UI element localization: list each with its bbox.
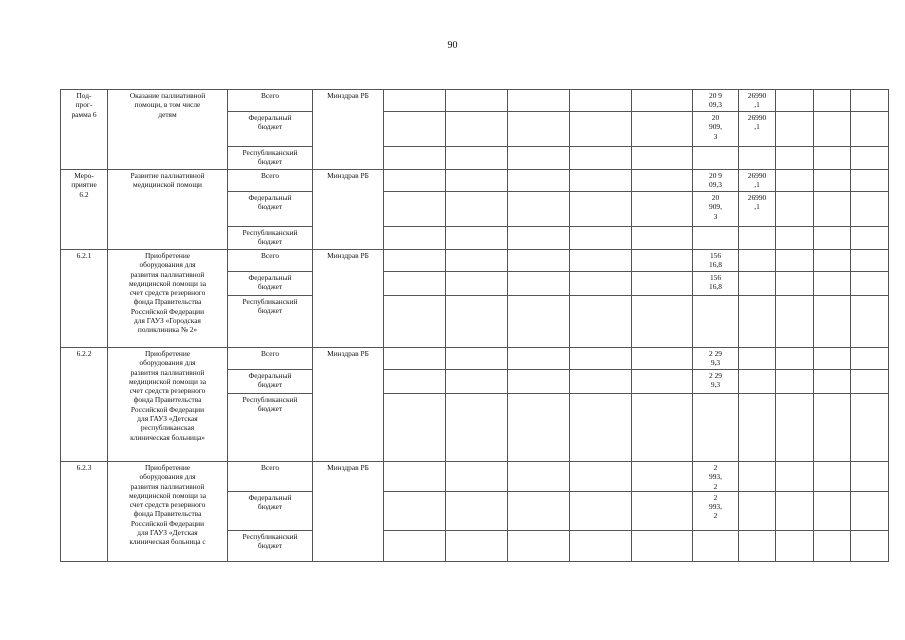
empty-cell	[446, 147, 508, 170]
funding-source-text: Всего	[260, 463, 280, 472]
funding-source-text: Республиканский бюджет	[242, 148, 298, 167]
value-cell-text: 2 993, 2	[709, 463, 722, 491]
funding-source-text: Республиканский бюджет	[242, 531, 298, 551]
empty-cell	[814, 112, 851, 147]
measure-name	[108, 170, 228, 250]
table-row	[61, 170, 889, 192]
empty-cell	[508, 370, 570, 394]
empty-cell	[814, 147, 851, 170]
value-cell	[739, 250, 776, 272]
empty-cell	[570, 530, 632, 561]
table-row	[61, 250, 889, 272]
empty-cell	[446, 530, 508, 561]
value-cell-text: 2 29 9,3	[709, 349, 722, 368]
value-cell	[739, 192, 776, 227]
empty-cell	[384, 90, 446, 112]
funding-source	[228, 147, 313, 170]
empty-cell	[632, 370, 693, 394]
value-cell	[739, 348, 776, 370]
empty-cell	[776, 90, 814, 112]
empty-cell	[632, 147, 693, 170]
empty-cell	[632, 394, 693, 462]
empty-cell	[570, 370, 632, 394]
empty-cell	[814, 272, 851, 296]
value-cell-text: 20 9 09,3	[709, 171, 722, 190]
empty-cell	[384, 491, 446, 530]
value-cell	[693, 296, 739, 348]
empty-cell	[851, 272, 889, 296]
empty-cell	[814, 250, 851, 272]
empty-cell	[814, 170, 851, 192]
empty-cell	[508, 90, 570, 112]
value-cell-text: 2 29 9,3	[709, 371, 722, 390]
value-cell	[693, 147, 739, 170]
measure-name-text: Приобретение оборудования для развития паллиативной медицинской помощи за счет средств резервного фонда Правительства Российской Федерации для ГАУЗ «Городская поликлиника № 2»	[128, 251, 206, 335]
empty-cell	[776, 491, 814, 530]
table-row	[61, 462, 889, 492]
empty-cell	[776, 192, 814, 227]
empty-cell	[570, 227, 632, 250]
value-cell	[739, 112, 776, 147]
executor	[313, 170, 384, 250]
empty-cell	[384, 348, 446, 370]
empty-cell	[632, 170, 693, 192]
empty-cell	[851, 530, 889, 561]
empty-cell	[632, 348, 693, 370]
funding-source	[228, 296, 313, 348]
empty-cell	[508, 170, 570, 192]
empty-cell	[776, 250, 814, 272]
empty-cell	[632, 192, 693, 227]
empty-cell	[851, 250, 889, 272]
value-cell	[693, 227, 739, 250]
empty-cell	[632, 250, 693, 272]
empty-cell	[851, 394, 889, 462]
value-cell	[693, 530, 739, 561]
empty-cell	[814, 394, 851, 462]
value-cell-text: 20 909, 3	[709, 193, 722, 221]
empty-cell	[446, 227, 508, 250]
value-cell	[739, 296, 776, 348]
value-cell	[739, 491, 776, 530]
empty-cell	[570, 296, 632, 348]
empty-cell	[384, 272, 446, 296]
empty-cell	[776, 370, 814, 394]
row-id-text: 6.2.3	[76, 463, 92, 472]
empty-cell	[570, 394, 632, 462]
empty-cell	[851, 348, 889, 370]
empty-cell	[814, 227, 851, 250]
empty-cell	[851, 192, 889, 227]
empty-cell	[632, 112, 693, 147]
funding-source-text: Республиканский бюджет	[242, 395, 298, 414]
value-cell	[739, 272, 776, 296]
empty-cell	[632, 530, 693, 561]
funding-source-text: Федеральный бюджет	[248, 113, 292, 132]
empty-cell	[570, 147, 632, 170]
measure-name	[108, 90, 228, 170]
value-cell	[739, 90, 776, 112]
empty-cell	[851, 112, 889, 147]
empty-cell	[570, 348, 632, 370]
empty-cell	[384, 112, 446, 147]
empty-cell	[446, 170, 508, 192]
value-cell	[693, 112, 739, 147]
value-cell-text: 26990 ,1	[747, 91, 767, 110]
empty-cell	[446, 296, 508, 348]
empty-cell	[508, 348, 570, 370]
page-number: 90	[447, 40, 458, 51]
funding-source-text: Федеральный бюджет	[248, 492, 292, 512]
funding-source	[228, 462, 313, 492]
value-cell-text: 26990 ,1	[747, 193, 767, 212]
empty-cell	[508, 491, 570, 530]
executor	[313, 462, 384, 562]
measure-name	[108, 348, 228, 462]
value-cell	[693, 170, 739, 192]
empty-cell	[776, 394, 814, 462]
budget-table	[60, 89, 889, 562]
empty-cell	[814, 296, 851, 348]
executor-text: Минздрав РБ	[327, 171, 369, 180]
empty-cell	[446, 272, 508, 296]
funding-source-text: Всего	[260, 171, 280, 180]
funding-source	[228, 90, 313, 112]
executor-text: Минздрав РБ	[327, 463, 369, 472]
value-cell	[693, 272, 739, 296]
funding-source	[228, 530, 313, 561]
empty-cell	[384, 370, 446, 394]
value-cell	[693, 370, 739, 394]
empty-cell	[384, 227, 446, 250]
empty-cell	[446, 394, 508, 462]
empty-cell	[446, 250, 508, 272]
empty-cell	[851, 462, 889, 492]
row-id	[61, 90, 108, 170]
empty-cell	[632, 272, 693, 296]
value-cell	[739, 147, 776, 170]
empty-cell	[570, 90, 632, 112]
empty-cell	[776, 296, 814, 348]
row-id	[61, 348, 108, 462]
empty-cell	[776, 530, 814, 561]
funding-source-text: Республиканский бюджет	[242, 297, 298, 316]
empty-cell	[814, 192, 851, 227]
empty-cell	[446, 370, 508, 394]
row-id	[61, 462, 108, 562]
empty-cell	[446, 192, 508, 227]
value-cell	[693, 250, 739, 272]
value-cell	[739, 227, 776, 250]
empty-cell	[570, 462, 632, 492]
funding-source-text: Республиканский бюджет	[242, 228, 298, 247]
empty-cell	[508, 296, 570, 348]
funding-source	[228, 170, 313, 192]
table-row	[61, 348, 889, 370]
empty-cell	[851, 147, 889, 170]
measure-name	[108, 250, 228, 348]
empty-cell	[384, 296, 446, 348]
row-id-text: 6.2.1	[76, 251, 92, 260]
empty-cell	[632, 462, 693, 492]
table-row	[61, 90, 889, 112]
executor	[313, 348, 384, 462]
funding-source-text: Всего	[260, 91, 280, 100]
empty-cell	[384, 462, 446, 492]
empty-cell	[814, 370, 851, 394]
empty-cell	[508, 192, 570, 227]
value-cell	[739, 394, 776, 462]
funding-source-text: Всего	[260, 349, 280, 358]
empty-cell	[851, 170, 889, 192]
empty-cell	[384, 170, 446, 192]
empty-cell	[508, 530, 570, 561]
measure-name	[108, 462, 228, 562]
value-cell-text: 20 9 09,3	[709, 91, 722, 110]
value-cell	[693, 348, 739, 370]
empty-cell	[508, 272, 570, 296]
empty-cell	[508, 112, 570, 147]
value-cell	[693, 394, 739, 462]
funding-source	[228, 192, 313, 227]
empty-cell	[851, 491, 889, 530]
empty-cell	[446, 491, 508, 530]
funding-source-text: Федеральный бюджет	[248, 193, 292, 212]
empty-cell	[814, 491, 851, 530]
empty-cell	[776, 227, 814, 250]
executor-text: Минздрав РБ	[327, 251, 369, 260]
empty-cell	[632, 296, 693, 348]
funding-source	[228, 227, 313, 250]
empty-cell	[508, 462, 570, 492]
executor	[313, 90, 384, 170]
funding-source	[228, 348, 313, 370]
executor	[313, 250, 384, 348]
empty-cell	[384, 192, 446, 227]
value-cell-text: 26990 ,1	[747, 113, 767, 132]
empty-cell	[384, 147, 446, 170]
empty-cell	[446, 348, 508, 370]
empty-cell	[632, 491, 693, 530]
funding-source	[228, 394, 313, 462]
row-id-text: Меро- приятие 6.2	[71, 171, 97, 199]
value-cell	[693, 462, 739, 492]
funding-source-text: Всего	[260, 251, 280, 260]
measure-name-text: Оказание паллиативной помощи, в том числе детям	[129, 91, 206, 119]
executor-text: Минздрав РБ	[327, 349, 369, 358]
row-id	[61, 250, 108, 348]
funding-source	[228, 370, 313, 394]
funding-source-text: Федеральный бюджет	[248, 273, 292, 292]
empty-cell	[776, 462, 814, 492]
empty-cell	[384, 394, 446, 462]
funding-source	[228, 250, 313, 272]
empty-cell	[814, 348, 851, 370]
empty-cell	[570, 170, 632, 192]
empty-cell	[851, 296, 889, 348]
empty-cell	[632, 90, 693, 112]
empty-cell	[508, 250, 570, 272]
row-id-text: Под- прог- рамма 6	[71, 91, 97, 119]
empty-cell	[776, 112, 814, 147]
row-id-text: 6.2.2	[76, 349, 92, 358]
value-cell	[739, 462, 776, 492]
empty-cell	[570, 112, 632, 147]
value-cell	[739, 370, 776, 394]
empty-cell	[384, 530, 446, 561]
executor-text: Минздрав РБ	[327, 91, 369, 100]
empty-cell	[508, 394, 570, 462]
empty-cell	[776, 147, 814, 170]
empty-cell	[814, 90, 851, 112]
empty-cell	[776, 348, 814, 370]
funding-source	[228, 491, 313, 530]
value-cell	[739, 170, 776, 192]
empty-cell	[570, 491, 632, 530]
value-cell	[739, 530, 776, 561]
empty-cell	[814, 530, 851, 561]
empty-cell	[446, 112, 508, 147]
funding-source	[228, 272, 313, 296]
empty-cell	[508, 227, 570, 250]
value-cell-text: 156 16,8	[709, 273, 722, 292]
empty-cell	[851, 90, 889, 112]
measure-name-text: Приобретение оборудования для развития паллиативной медицинской помощи за счет средств резервного фонда Правительства Российской Федерации для ГАУЗ «Детская клиническая больница с	[128, 463, 206, 547]
value-cell-text: 20 909, 3	[709, 113, 722, 141]
empty-cell	[570, 272, 632, 296]
empty-cell	[814, 462, 851, 492]
value-cell	[693, 491, 739, 530]
empty-cell	[632, 227, 693, 250]
value-cell-text: 156 16,8	[709, 251, 722, 270]
value-cell-text: 2 993, 2	[709, 492, 722, 521]
row-id	[61, 170, 108, 250]
value-cell-text: 26990 ,1	[747, 171, 767, 190]
value-cell	[693, 90, 739, 112]
value-cell	[693, 192, 739, 227]
empty-cell	[384, 250, 446, 272]
funding-source-text: Федеральный бюджет	[248, 371, 292, 390]
empty-cell	[446, 90, 508, 112]
empty-cell	[570, 250, 632, 272]
measure-name-text: Развитие паллиативной медицинской помощи	[130, 171, 205, 190]
empty-cell	[851, 227, 889, 250]
empty-cell	[570, 192, 632, 227]
measure-name-text: Приобретение оборудования для развития паллиативной медицинской помощи за счет средств резервного фонда Правительства Российской Федерации для ГАУЗ «Детская республиканская клиническая больница»	[128, 349, 206, 442]
empty-cell	[776, 272, 814, 296]
empty-cell	[508, 147, 570, 170]
empty-cell	[851, 370, 889, 394]
empty-cell	[446, 462, 508, 492]
empty-cell	[776, 170, 814, 192]
funding-source	[228, 112, 313, 147]
